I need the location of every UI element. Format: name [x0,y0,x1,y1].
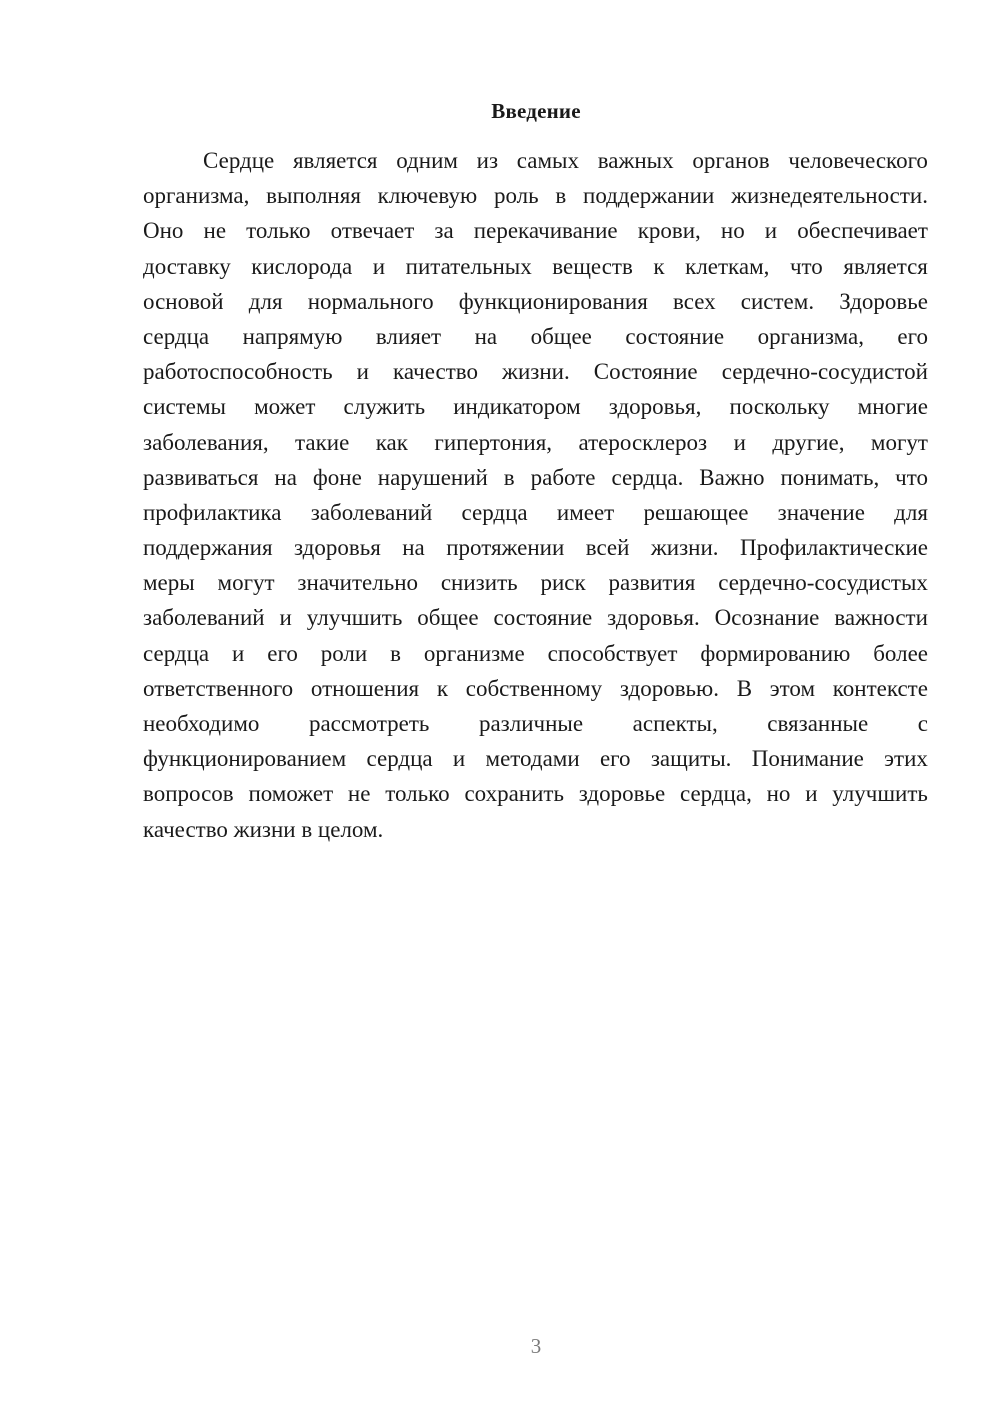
paragraph-line: развиваться на фоне нарушений в работе сердца. Важно понимать, что [143,464,928,490]
paragraph-line: Сердце является одним из самых важных органов человеческого [203,148,928,173]
paragraph-line: необходимо рассмотреть различные аспекты, связанные с [143,711,928,736]
paragraph-line: организма, выполняя ключевую роль в поддержании жизнедеятельности. [143,183,928,209]
paragraph-line: поддержания здоровья на протяжении всей жизни. Профилактические [143,535,928,561]
paragraph-line: профилактика заболеваний сердца имеет решающее значение для [143,499,928,525]
paragraph-line: сердца и его роли в организме способствует формированию более [143,640,928,666]
paragraph-line: основой для нормального функционирования всех систем. Здоровье [143,288,928,314]
paragraph-line: функционированием сердца и методами его защиты. Понимание этих [143,746,928,772]
page-number: 3 [530,1334,542,1358]
body-paragraph [143,143,928,847]
paragraph-line: Оно не только отвечает за перекачивание крови, но и обеспечивает [143,218,928,244]
paragraph-line: меры могут значительно снизить риск развития сердечно-сосудистых [143,570,928,596]
paragraph-line: вопросов поможет не только сохранить здоровье сердца, но и улучшить [143,781,928,807]
paragraph-line: заболеваний и улучшить общее состояние здоровья. Осознание важности [143,605,928,631]
paragraph-line: доставку кислорода и питательных веществ к клеткам, что является [143,253,928,279]
paragraph-line: работоспособность и качество жизни. Состояние сердечно-сосудистой [143,359,928,385]
section-heading: Введение [491,99,581,123]
paragraph-line: ответственного отношения к собственному здоровью. В этом контексте [143,675,928,701]
paragraph-line: заболевания, такие как гипертония, атеросклероз и другие, могут [143,429,928,455]
paragraph-line: качество жизни в целом. [143,816,384,842]
paragraph-line: системы может служить индикатором здоровья, поскольку многие [143,394,928,420]
paragraph-line: сердца напрямую влияет на общее состояние организма, его [143,323,928,349]
